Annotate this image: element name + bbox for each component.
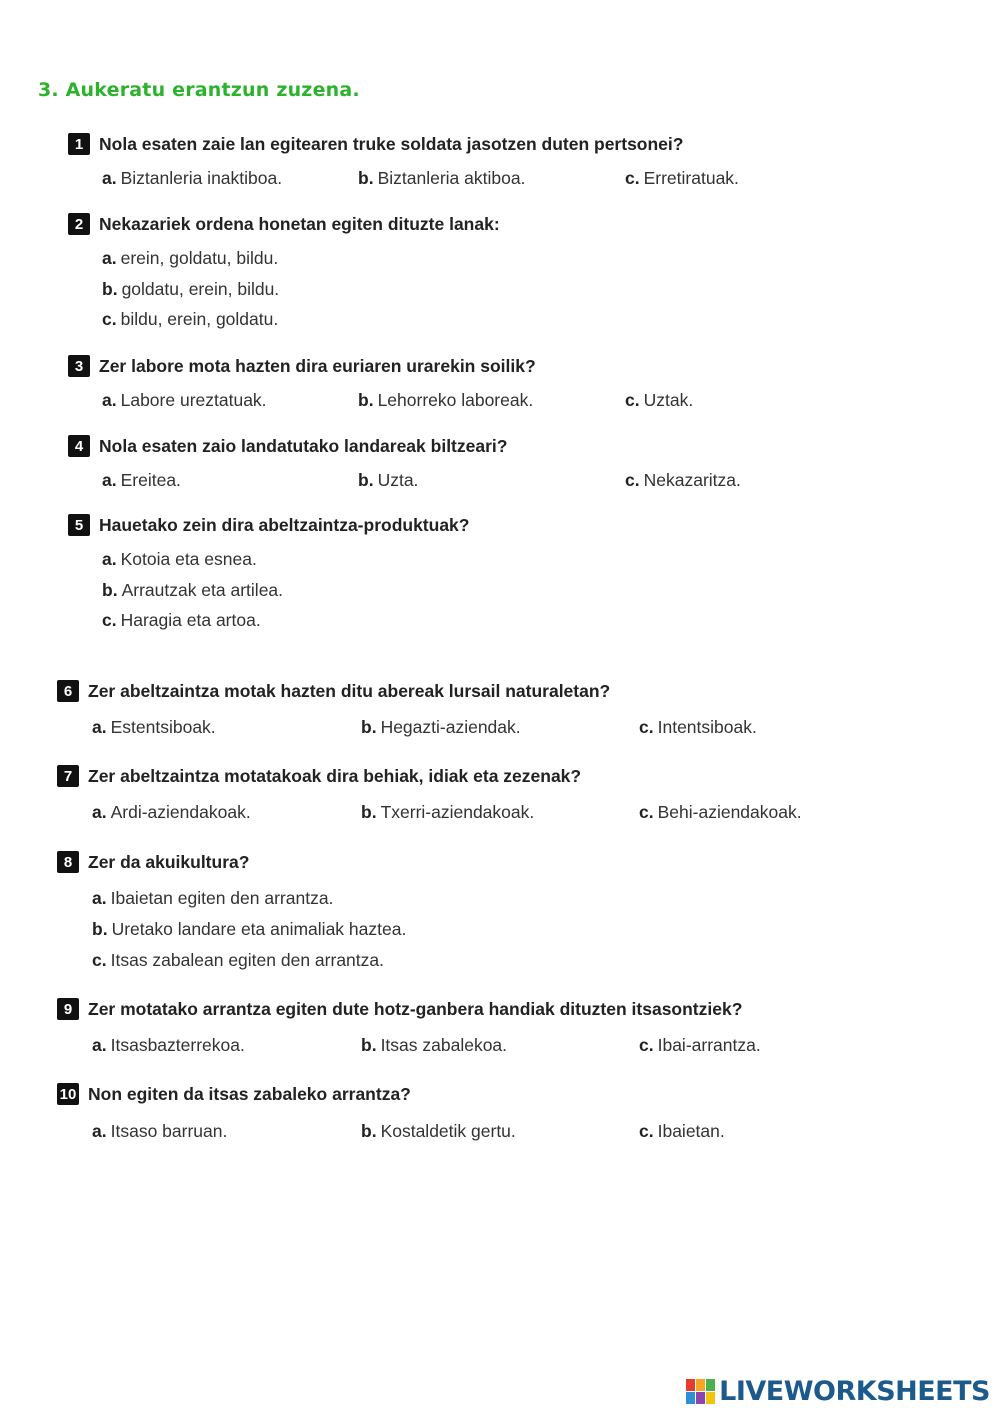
logo-mark-icon	[686, 1379, 715, 1404]
option-5b[interactable]: b. Arrautzak eta artilea.	[102, 580, 284, 600]
option-3c[interactable]: c. Uztak.	[625, 390, 694, 410]
section-title: 3. Aukeratu erantzun zuzena.	[38, 79, 360, 101]
option-3a[interactable]: a. Labore ureztatuak.	[102, 390, 267, 410]
question-6	[57, 679, 610, 703]
question-text: Nola esaten zaie lan egitearen truke soldata jasotzen duten pertsonei?	[99, 133, 684, 154]
question-1	[68, 132, 683, 156]
option-2c[interactable]: c. bildu, erein, goldatu.	[102, 309, 279, 329]
option-6a[interactable]: a. Estentsiboak.	[92, 717, 216, 737]
option-1a[interactable]: a. Biztanleria inaktiboa.	[102, 168, 283, 188]
option-4c[interactable]: c. Nekazaritza.	[625, 470, 741, 490]
option-5c[interactable]: c. Haragia eta artoa.	[102, 610, 261, 630]
question-number: 1	[68, 133, 90, 155]
option-1b[interactable]: b. Biztanleria aktiboa.	[358, 168, 526, 188]
option-4b[interactable]: b. Uzta.	[358, 470, 419, 490]
question-9	[57, 997, 742, 1021]
option-7c[interactable]: c. Behi-aziendakoak.	[639, 802, 802, 822]
question-number: 10	[57, 1083, 79, 1105]
option-8b[interactable]: b. Uretako landare eta animaliak haztea.	[92, 919, 407, 939]
option-6c[interactable]: c. Intentsiboak.	[639, 717, 757, 737]
option-10b[interactable]: b. Kostaldetik gertu.	[361, 1121, 516, 1141]
option-3b[interactable]: b. Lehorreko laboreak.	[358, 390, 534, 410]
question-2	[68, 212, 500, 236]
option-9b[interactable]: b. Itsas zabalekoa.	[361, 1035, 508, 1055]
question-text: Zer abeltzaintza motak hazten ditu abereak lursail naturaletan?	[88, 680, 611, 701]
question-number: 8	[57, 851, 79, 873]
option-7b[interactable]: b. Txerri-aziendakoak.	[361, 802, 535, 822]
question-text: Nola esaten zaio landatutako landareak biltzeari?	[99, 435, 508, 456]
question-text: Non egiten da itsas zabaleko arrantza?	[88, 1083, 411, 1104]
option-6b[interactable]: b. Hegazti-aziendak.	[361, 717, 521, 737]
question-number: 3	[68, 355, 90, 377]
option-10c[interactable]: c. Ibaietan.	[639, 1121, 725, 1141]
option-5a[interactable]: a. Kotoia eta esnea.	[102, 549, 257, 569]
option-9c[interactable]: c. Ibai-arrantza.	[639, 1035, 761, 1055]
option-8c[interactable]: c. Itsas zabalean egiten den arrantza.	[92, 950, 384, 970]
question-4	[68, 434, 507, 458]
option-8a[interactable]: a. Ibaietan egiten den arrantza.	[92, 888, 334, 908]
question-text: Hauetako zein dira abeltzaintza-produktuak?	[99, 514, 470, 535]
option-1c[interactable]: c. Erretiratuak.	[625, 168, 739, 188]
question-7	[57, 764, 581, 788]
question-10	[57, 1082, 411, 1106]
question-text: Zer da akuikultura?	[88, 851, 250, 872]
question-number: 6	[57, 680, 79, 702]
option-2a[interactable]: a. erein, goldatu, bildu.	[102, 248, 279, 268]
question-number: 2	[68, 213, 90, 235]
question-3	[68, 354, 536, 378]
question-text: Zer abeltzaintza motatakoak dira behiak, idiak eta zezenak?	[88, 765, 582, 786]
question-number: 9	[57, 998, 79, 1020]
logo-text: LIVEWORKSHEETS	[719, 1376, 990, 1407]
question-text: Nekazariek ordena honetan egiten dituzte lanak:	[99, 213, 500, 234]
question-number: 4	[68, 435, 90, 457]
question-8	[57, 850, 249, 874]
option-2b[interactable]: b. goldatu, erein, bildu.	[102, 279, 280, 299]
option-10a[interactable]: a. Itsaso barruan.	[92, 1121, 228, 1141]
question-text: Zer motatako arrantza egiten dute hotz-ganbera handiak dituzten itsasontziek?	[88, 998, 743, 1019]
option-9a[interactable]: a. Itsasbazterrekoa.	[92, 1035, 245, 1055]
question-number: 5	[68, 514, 90, 536]
question-text: Zer labore mota hazten dira euriaren urarekin soilik?	[99, 355, 536, 376]
option-7a[interactable]: a. Ardi-aziendakoak.	[92, 802, 251, 822]
question-5	[68, 513, 469, 537]
question-number: 7	[57, 765, 79, 787]
liveworksheets-logo[interactable]	[686, 1376, 990, 1407]
option-4a[interactable]: a. Ereitea.	[102, 470, 181, 490]
